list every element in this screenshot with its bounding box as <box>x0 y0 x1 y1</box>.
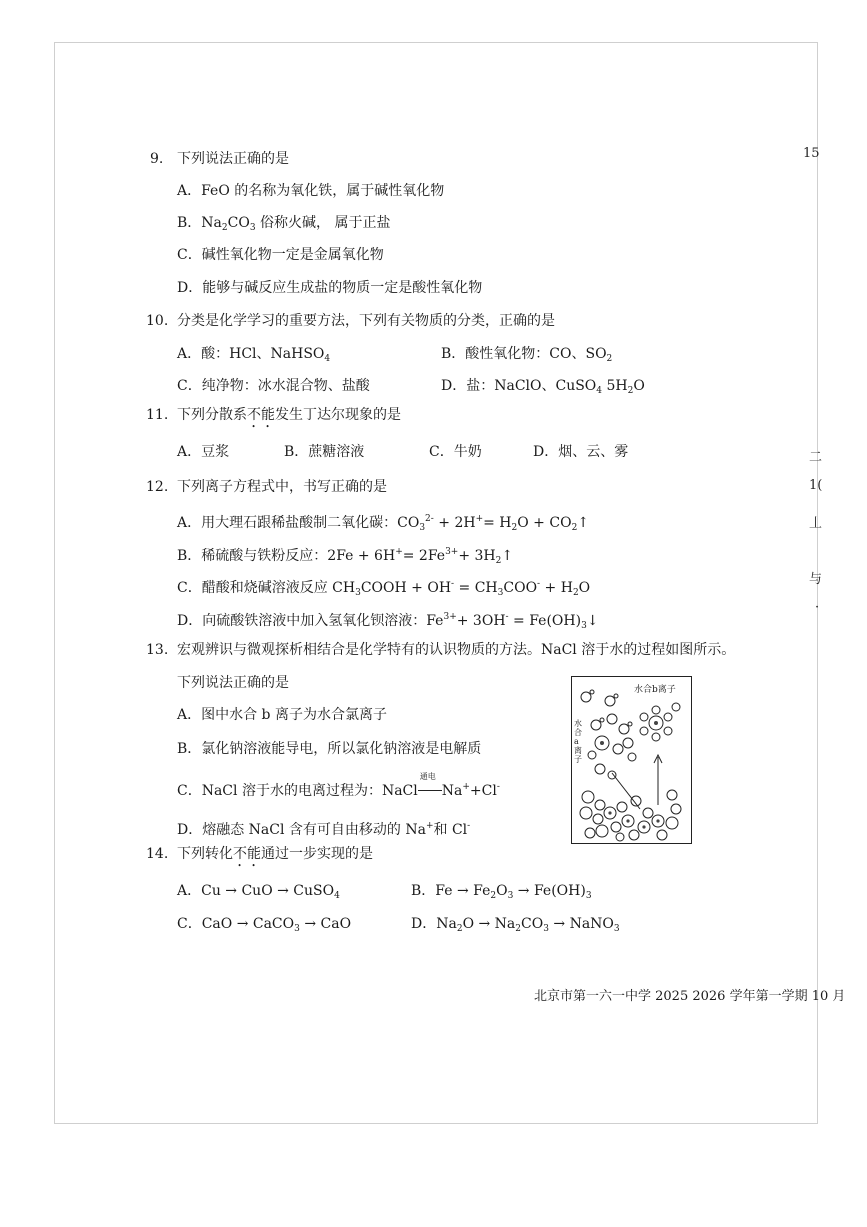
option-d: D．$Na_2O \to Na_2CO_3$ → NaNO$_3$ <box>411 916 620 934</box>
option-a: A．FeO 的名称为氧化铁，属于碱性氧化物 <box>177 183 445 199</box>
option-d: D．盐：NaClO、CuSO$_4$ $5H_2O$ <box>441 378 645 396</box>
question-number: 10. <box>146 313 169 329</box>
nacl-dissolution-figure <box>571 676 692 844</box>
option-a: A．Cu → CuO → CuSO$_4$ <box>177 883 340 901</box>
option-a: A．用大理石跟稀盐酸制二氧化碳：$CO_3^{2-} + 2H^+= H_2O$ + $CO_2↑$ <box>177 514 590 533</box>
question-stem: 下列转化不能通过一步实现的是 <box>177 846 373 862</box>
question-stem: 下列离子方程式中，书写正确的是 <box>177 479 387 495</box>
option-c: C．醋酸和烧碱溶液反应 $CH_3COOH + OH^- = CH_3COO^- + H_2O$ <box>177 579 591 598</box>
edge-fragment: 1( <box>809 478 823 493</box>
option-b: B．$Fe \to Fe_2O_3 \to Fe(OH)_3$ <box>411 883 592 901</box>
option-b: B．蔗糖溶液 <box>284 444 365 460</box>
figure-label-hydrated-a: 水合a离子 <box>574 719 582 764</box>
question-stem-2: 下列说法正确的是 <box>177 675 289 691</box>
page-edge-number: 15 <box>803 146 820 161</box>
edge-fragment: 丄 <box>809 516 823 531</box>
option-a: A．酸：HCl、NaHSO$_4$ <box>177 346 331 364</box>
option-c: C．碱性氧化物一定是金属氧化物 <box>177 247 384 263</box>
question-stem: 下列说法正确的是 <box>177 151 289 167</box>
question-stem: 下列分散系不能发生丁达尔现象的是 <box>177 407 401 423</box>
option-c: C．NaCl 溶于水的电离过程为：NaCl 通电 Na++Cl- <box>177 772 500 799</box>
edge-fragment: · <box>815 600 820 615</box>
emphasis-text: 不能 <box>247 407 275 423</box>
figure-drawing <box>572 677 690 842</box>
option-b: B．酸性氧化物：CO、$SO_2$ <box>441 346 613 364</box>
option-d: D．向硫酸铁溶液中加入氢氧化钡溶液：$Fe^{3+}+ 3OH^-$ = $Fe(OH)_3↓$ <box>177 612 599 631</box>
emphasis-text: 不能 <box>233 846 261 862</box>
option-b: B．$Na_2CO_3$ 俗称火碱， 属于正盐 <box>177 215 391 233</box>
question-number: 9. <box>150 151 164 167</box>
question-stem: 分类是化学学习的重要方法，下列有关物质的分类，正确的是 <box>177 313 555 329</box>
figure-label-hydrated-b: 水合b离子 <box>634 685 676 695</box>
option-c: C．纯净物：冰水混合物、盐酸 <box>177 378 370 394</box>
option-d: D．烟、云、雾 <box>533 444 629 460</box>
edge-fragment: 与 <box>809 572 823 587</box>
option-b: B．稀硫酸与铁粉反应：$2Fe + 6H^+= 2Fe^{3+}+$ $3H_2↑$ <box>177 547 514 566</box>
option-d: D．熔融态 NaCl 含有可自由移动的 Na+和 Cl- <box>177 821 471 838</box>
edge-fragment: 二 <box>809 450 823 465</box>
over-arrow-label: 通电 <box>419 772 436 781</box>
option-c: C．牛奶 <box>429 444 482 460</box>
option-c: C．CaO → CaCO$_3$ → CaO <box>177 916 352 934</box>
option-a: A．图中水合 b 离子为水合氯离子 <box>177 707 387 723</box>
question-number: 12. <box>146 479 169 495</box>
question-stem: 宏观辨识与微观探析相结合是化学特有的认识物质的方法。NaCl 溶于水的过程如图所示。 <box>177 642 736 658</box>
option-d: D．能够与碱反应生成盐的物质一定是酸性氧化物 <box>177 280 483 296</box>
question-number: 13. <box>146 642 169 658</box>
question-number: 11. <box>146 407 169 423</box>
option-b: B．氯化钠溶液能导电，所以氯化钠溶液是电解质 <box>177 741 482 757</box>
option-a: A．豆浆 <box>177 444 230 460</box>
question-number: 14. <box>146 846 169 862</box>
page-footer: 北京市第一六一中学 2025 2026 学年第一学期 10 月 <box>534 989 846 1004</box>
